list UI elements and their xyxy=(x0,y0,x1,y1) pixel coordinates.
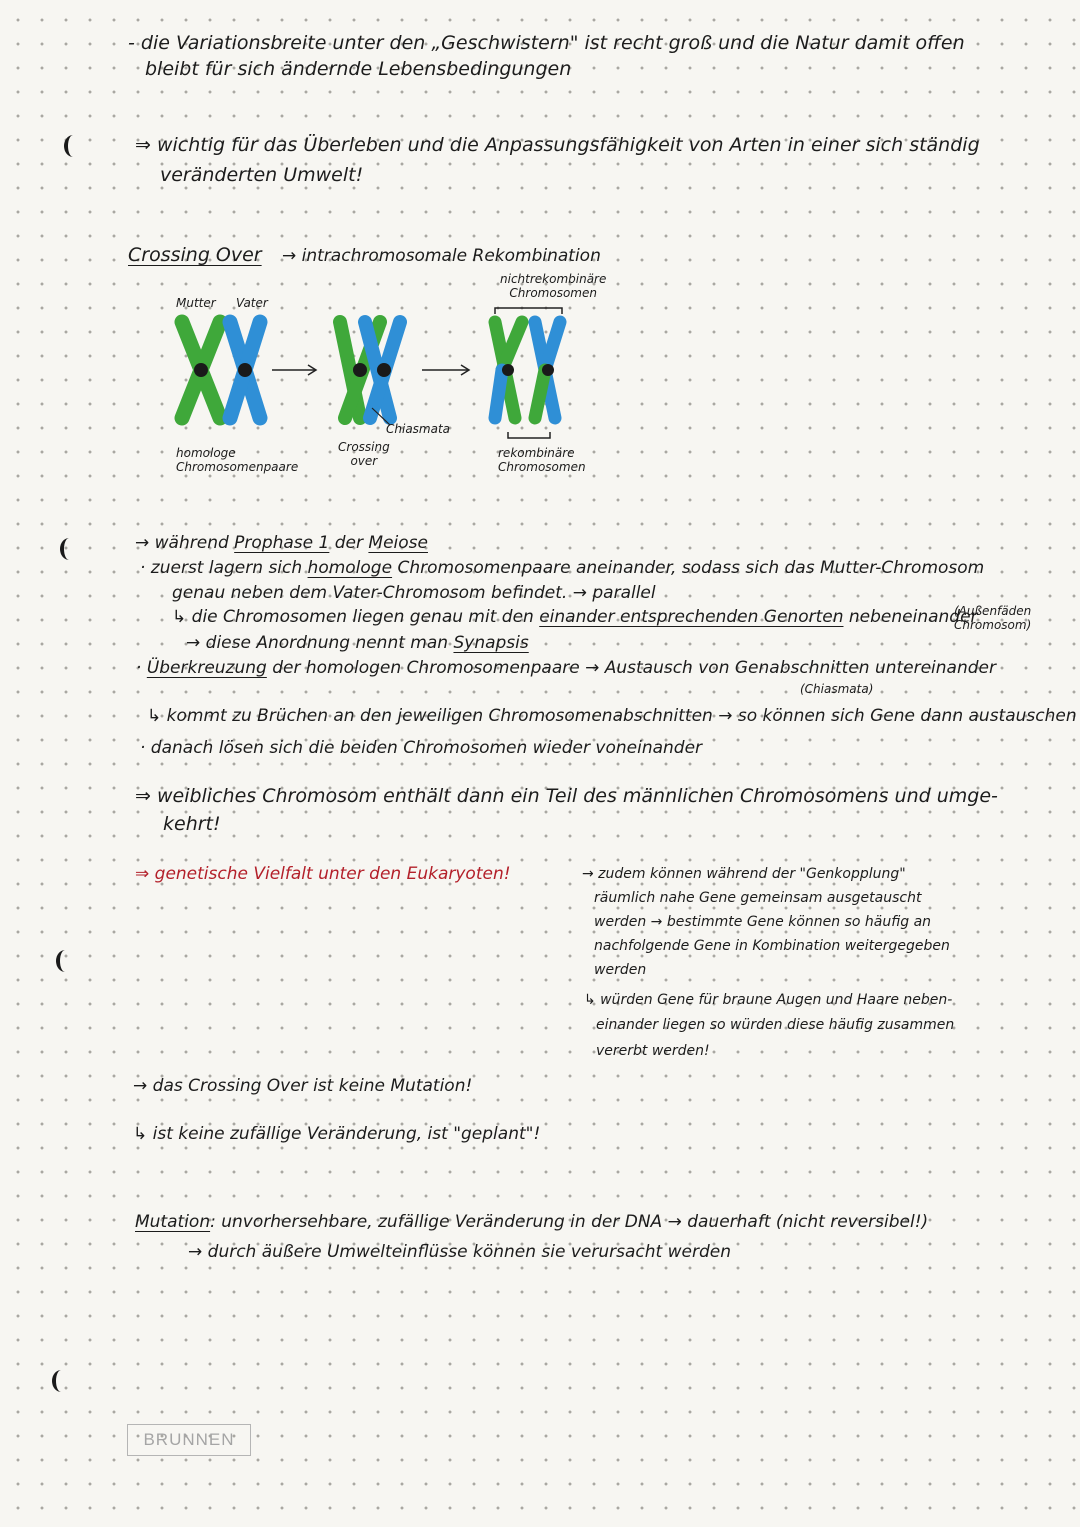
note-line: genau neben dem Vater-Chromosom befindet. → parallel xyxy=(172,583,656,603)
note-line: ↳ kommt zu Brüchen an den jeweiligen Chromosomenabschnitten → so können sich Gene dann austauschen xyxy=(147,706,1077,726)
note-line: · Überkreuzung der homologen Chromosomenpaare → Austausch von Genabschnitten untereinander xyxy=(136,658,996,678)
label-nonrecombinant: nichtrekombinäre Chromosomen xyxy=(500,272,607,300)
binder-hole xyxy=(64,135,82,157)
note-line: · zuerst lagern sich homologe Chromosomenpaare aneinander, sodass sich das Mutter-Chromosom xyxy=(140,558,985,578)
binder-hole xyxy=(60,538,78,560)
side-note: → zudem können während der "Genkopplung" xyxy=(582,866,906,882)
note-line: → durch äußere Umwelteinflüsse können sie verursacht werden xyxy=(188,1242,731,1262)
section-subtitle: → intrachromosomale Rekombination xyxy=(282,246,601,266)
label-chiasmata: Chiasmata xyxy=(386,422,451,436)
label-crossing-over: Crossing over xyxy=(338,440,390,468)
binder-hole xyxy=(52,1370,70,1392)
note-line: bleibt für sich ändernde Lebensbedingungen xyxy=(145,58,572,80)
side-note: räumlich nahe Gene gemeinsam ausgetauscht xyxy=(594,890,922,906)
note-line: ↳ ist keine zufällige Veränderung, ist "geplant"! xyxy=(133,1124,541,1144)
note-aside: (Außenfäden Chromosom) xyxy=(954,604,1032,632)
label-recombinant: rekombinäre Chromosomen xyxy=(498,446,586,474)
side-note: vererbt werden! xyxy=(596,1043,710,1059)
note-line: ⇒ weibliches Chromosom enthält dann ein Teil des männlichen Chromosomens und umge- xyxy=(135,785,998,807)
crossing-pair xyxy=(340,322,400,425)
binder-hole xyxy=(56,950,74,972)
note-aside: (Chiasmata) xyxy=(800,682,874,696)
crossing-over-diagram xyxy=(150,300,590,460)
note-line: ⇒ wichtig für das Überleben und die Anpassungsfähigkeit von Arten in einer sich ständig xyxy=(135,134,980,156)
note-line: → das Crossing Over ist keine Mutation! xyxy=(133,1076,473,1096)
side-note: nachfolgende Gene in Kombination weitergegeben xyxy=(594,938,950,954)
note-line: kehrt! xyxy=(163,813,221,835)
side-note: ↳ würden Gene für braune Augen und Haare neben- xyxy=(584,992,953,1008)
brand-logo: BRUNNEN xyxy=(127,1424,251,1456)
note-line: Mutation: unvorhersehbare, zufällige Veränderung in der DNA → dauerhaft (nicht reversibel!) xyxy=(135,1212,929,1232)
highlight-conclusion: ⇒ genetische Vielfalt unter den Eukaryoten! xyxy=(135,864,511,884)
note-line: · danach lösen sich die beiden Chromosomen wieder voneinander xyxy=(140,738,703,758)
label-father: Vater xyxy=(236,296,268,310)
side-note: werden → bestimmte Gene können so häufig an xyxy=(594,914,932,930)
note-line: → diese Anordnung nennt man Synapsis xyxy=(186,633,529,653)
label-mother: Mutter xyxy=(176,296,216,310)
note-line: ↳ die Chromosomen liegen genau mit den einander entsprechenden Genorten nebeneinander xyxy=(172,607,978,627)
note-line: - die Variationsbreite unter den „Geschwistern" ist recht groß und die Natur damit offen xyxy=(128,32,965,54)
side-note: einander liegen so würden diese häufig zusammen xyxy=(596,1017,955,1033)
note-line: → während Prophase 1 der Meiose xyxy=(135,533,428,553)
section-title: Crossing Over xyxy=(128,244,262,266)
recombined-pair xyxy=(495,322,560,418)
homologous-pair xyxy=(182,322,260,418)
label-homologous: homologe Chromosomenpaare xyxy=(176,446,299,474)
side-note: werden xyxy=(594,962,647,978)
note-line: veränderten Umwelt! xyxy=(160,164,364,186)
